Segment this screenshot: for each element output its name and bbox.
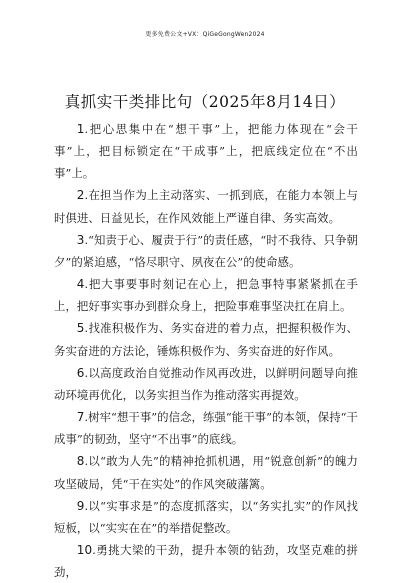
paragraph-number: 2 [76, 188, 85, 203]
paragraph-number: 1 [76, 122, 85, 136]
paragraph [54, 229, 358, 273]
paragraph-text: .把大事要事时刻记在心上，把急事特事紧紧抓在手上，把好事实事办到群众身上，把险事难事坚决扛在肩上。 [54, 277, 358, 314]
paragraph [54, 406, 358, 450]
paragraph [54, 362, 358, 406]
paragraph-number: 6 [76, 365, 85, 380]
document-title: 真抓实干类排比句（2025年8月14日） [64, 93, 346, 111]
paragraph-text: .“知责于心、履责于行”的责任感，“时不我待、只争朝夕”的紧迫感，“恪尽职守、夙夜在公”的使命感。 [54, 232, 358, 269]
paragraph [54, 450, 358, 494]
paragraph-text: .以“敢为人先”的精神抢抓机遇，用“锐意创新”的魄力攻坚破局，凭“干在实处”的作风突破藩篱。 [54, 454, 358, 491]
paragraph-text: .以“实事求是”的态度抓落实，以“务实扎实”的作风找短板，以“实实在在”的举措促整改。 [54, 498, 358, 535]
paragraph [54, 495, 358, 539]
paragraph-number: 9 [76, 498, 85, 513]
paragraph-text: .以高度政治自觉推动作风再改进，以鲜明问题导向推动环境再优化，以务实担当作为推动落实再提效。 [54, 365, 358, 402]
paragraph-text: .树牢“想干事”的信念，练强“能干事”的本领，保持“干成事”的韧劲，坚守“不出事”的底线。 [54, 410, 358, 447]
paragraph-text: .在担当作为上主动落实、一抓到底，在能力本领上与时俱进、日益见长，在作风效能上严谨自律、务实高效。 [54, 188, 358, 225]
paragraph-number: 10 [76, 542, 93, 557]
paragraph [54, 273, 358, 317]
paragraph-number: 3 [76, 232, 85, 247]
paragraph [54, 184, 358, 228]
paragraph-text: .把心思集中在“想干事”上，把能力体现在“会干事”上，把目标锁定在“干成事”上，把底线定位在“不出事”上。 [54, 122, 358, 181]
document-body [54, 118, 358, 583]
paragraph [54, 317, 358, 361]
paragraph-number: 5 [76, 321, 85, 336]
paragraph-text: .找准积极作为、务实奋进的着力点，把握积极作为、务实奋进的方法论，锤炼积极作为、务实奋进的好作风。 [54, 321, 358, 358]
paragraph-number: 4 [76, 277, 85, 292]
paragraph [54, 539, 358, 583]
header-note: 更多免费公文+VX：QiGeGongWen2024 [145, 31, 265, 38]
paragraph-number: 8 [76, 454, 85, 469]
paragraph-text: .勇挑大梁的干劲，提升本领的钻劲，攻坚克难的拼劲， [54, 542, 358, 580]
paragraph [54, 118, 358, 184]
paragraph-number: 7 [76, 410, 85, 425]
